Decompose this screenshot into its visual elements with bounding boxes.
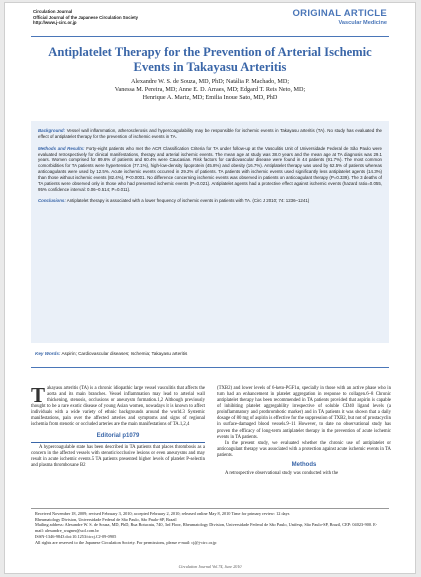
body-paragraph: In the present study, we evaluated whether the chronic use of antiplatelet or anticoagulant therapy was associated with a protection against acute ischemic events in TA patients. (217, 440, 391, 458)
page-footer: Circulation Journal Vol.74, June 2010 (178, 564, 242, 569)
abstract-conclusions: Conclusions: Antiplatelet therapy is associated with a lower frequency of ischemic events in patients with TA. (Circ J 2010; 74: 1236–1241) (38, 198, 310, 204)
body-column-right (217, 386, 391, 477)
body-paragraph: (TXB2) and lower levels of 6-keto-PGF1α, specially in those with an active phase who in turn had an enhancement in platelet aggregation in response to collagen.6–8 Chronic antiplatelet therapy has been recommended in TA patients provided that aspirin is capable of inhibiting platelet aggregability irrespective of soluble CD40 ligand levels (a proinflammatory and prothrombotic marker) and in TA patients it was shown that a daily dosage of 80 mg of aspirin is effective for the suppression of TXB2, but not of prostacyclin in surface-damaged blood vessels.9–11 However, to date no observational study has proven the efficacy of long-term antiplatelet therapy in the prevention of acute ischemic events in TA patients. (217, 386, 391, 440)
abstract-conclusions-label: Conclusions: (38, 198, 66, 204)
journal-society: Official Journal of the Japanese Circulation Society (33, 14, 139, 20)
journal-name: Circulation Journal (33, 9, 73, 14)
body-paragraph: A retrospective observational study was conducted with the (225, 470, 339, 476)
editorial-rule (31, 442, 205, 443)
journal-header (33, 9, 138, 26)
drop-cap: T (31, 383, 46, 407)
footnote-issn: ISSN-1346-9843 doi:10.1253/circj.CJ-09-0905 (35, 533, 117, 539)
article-type: ORIGINAL ARTICLE (292, 8, 387, 19)
journal-url[interactable]: http://www.j-circ.or.jp (33, 20, 77, 26)
footnotes (35, 511, 385, 545)
header-rule (31, 36, 389, 37)
article-title: Antiplatelet Therapy for the Prevention of Arterial Ischemic Events in Takayasu Arteritis (48, 45, 372, 74)
abstract-box (31, 121, 389, 343)
footnote-rule (31, 508, 389, 509)
abstract-methods: Methods and Results: Forty-eight patients who met the ACR Classification Criteria for TA under follow-up at the Vasculitis Unit of Universidade Federal de São Paulo were evaluated retrospectively for clinical manifestations, therapy and arterial ischemic events. The mean age at study was 38.0 years and the mean age at TA diagnosis was 29.1 years. Women comprised for 89.6% of patients and 60.4% were Caucasian. Risk factors for cardiovascular disease were found in 44 patients (91.7%). The most common comorbidities for TA patients were hypertension (77.1%), high-low-density lipoprotein (45.8%) and obesity (16.7%). Antiplatelet therapy was used by 62.5% of patients whereas anticoagulants were used by 12.5%. Acute ischemic events occurred in 29.2% of patients. TA patients with ischemic events used significantly less antiplatelet agents (14.3%) than those without ischemic events (82.4%), P<0.0001. No difference concerning ischemic events was observed in patients on anticoagulant therapy (P=0.339). The 3 deaths of TA patients were observed only in those who had presented ischemic events (P=0.021). Antiplatelet agents had a protective effect against ischemic events (hazard ratio=0.055, 95% confidence interval: 0.06–0.514; P=0.011). (38, 145, 382, 192)
intro-paragraph: Takayasu arteritis (TA) is a chronic idiopathic large vessel vasculitis that affects the aorta and its main branches. Vessel inflammation may lead to arterial wall thickening, stenosis, occlusions or aneurysm formation.1,2 Although previously thought to be a rare exotic disease of young Asian women, nowadays it is known to affect individuals with a wide variety of ethnic backgrounds around the world.3 Systemic manifestations, pain over the affected arteries and symptoms and signs of regional ischemia from stenotic or occluded arteries are the main manifestations of TA.1,2,4 (31, 383, 205, 428)
keywords-label: Key Words: (35, 351, 61, 356)
author-line: Alexandre W. S. de Souza, MD, PhD; Natália P. Machado, MD; (130, 78, 290, 85)
article-page (4, 2, 416, 574)
abstract-background-label: Background: (38, 128, 66, 133)
body-column-left (31, 383, 205, 469)
article-type-block (292, 8, 387, 26)
keywords-value: Aspirin; Cardiovascular diseases; Ischemia; Takayasu arteritis (61, 351, 188, 356)
methods-heading: Methods (291, 461, 317, 468)
footnote-received: Received November 18, 2009; revised February 3, 2010; accepted February 2, 2010; released online May 8, 2010 Time for primary review: 12 days (35, 511, 290, 516)
author-line: Vanessa M. Pereira, MD; Anne E. D. Arraes, MD; Edgard T. Reis Neto, MD; (114, 86, 306, 94)
footnote-rights: All rights are reserved to the Japanese Circulation Society. For permissions, please e-mail: cj@j-circ.or.jp (35, 539, 217, 545)
footnote-mailing-address: Mailing address: Alexandre W. S. de Souza, MD, PhD, Rua Botucatu, 740, 3rd Floor, Rheumatology Division, Universidade Federal de São Paulo, Unifesp, São Paulo-SP, Brazil, CEP: 04023-900. E-mail: alexandre_wagner@uol.com.br (35, 522, 378, 534)
footnote-affiliation: Rheumatology Division, Universidade Federal de São Paulo, São Paulo-SP, Brazil (35, 516, 177, 522)
body-rule (31, 367, 389, 368)
article-section: Vascular Medicine (338, 20, 387, 26)
editorial-link[interactable]: Editorial p1079 (96, 432, 140, 439)
author-line: Henrique A. Mariz, MD; Emilia Inoue Sato, MD, PhD (142, 94, 278, 102)
abstract-methods-label: Methods and Results: (38, 145, 85, 151)
body-paragraph: A hypercoagulable state has been described in TA patients that places thrombosis as a concern in the affected vessels with stenotic/occlusive lesions or even aneurysms and may result in acute ischemic events.5 TA patients presented higher levels of platelet P-selectin and plasma thromboxane B2 (31, 444, 205, 468)
author-list (41, 78, 379, 102)
abstract-background: Background: Vessel wall inflammation, atherosclerosis and hypercoagulability may be responsible for ischemic events in Takayasu arteritis (TA). No study has evaluated the effect of antiplatelet therapy for the prevention of ischemic events in TA. (38, 128, 382, 139)
keywords (35, 351, 187, 356)
